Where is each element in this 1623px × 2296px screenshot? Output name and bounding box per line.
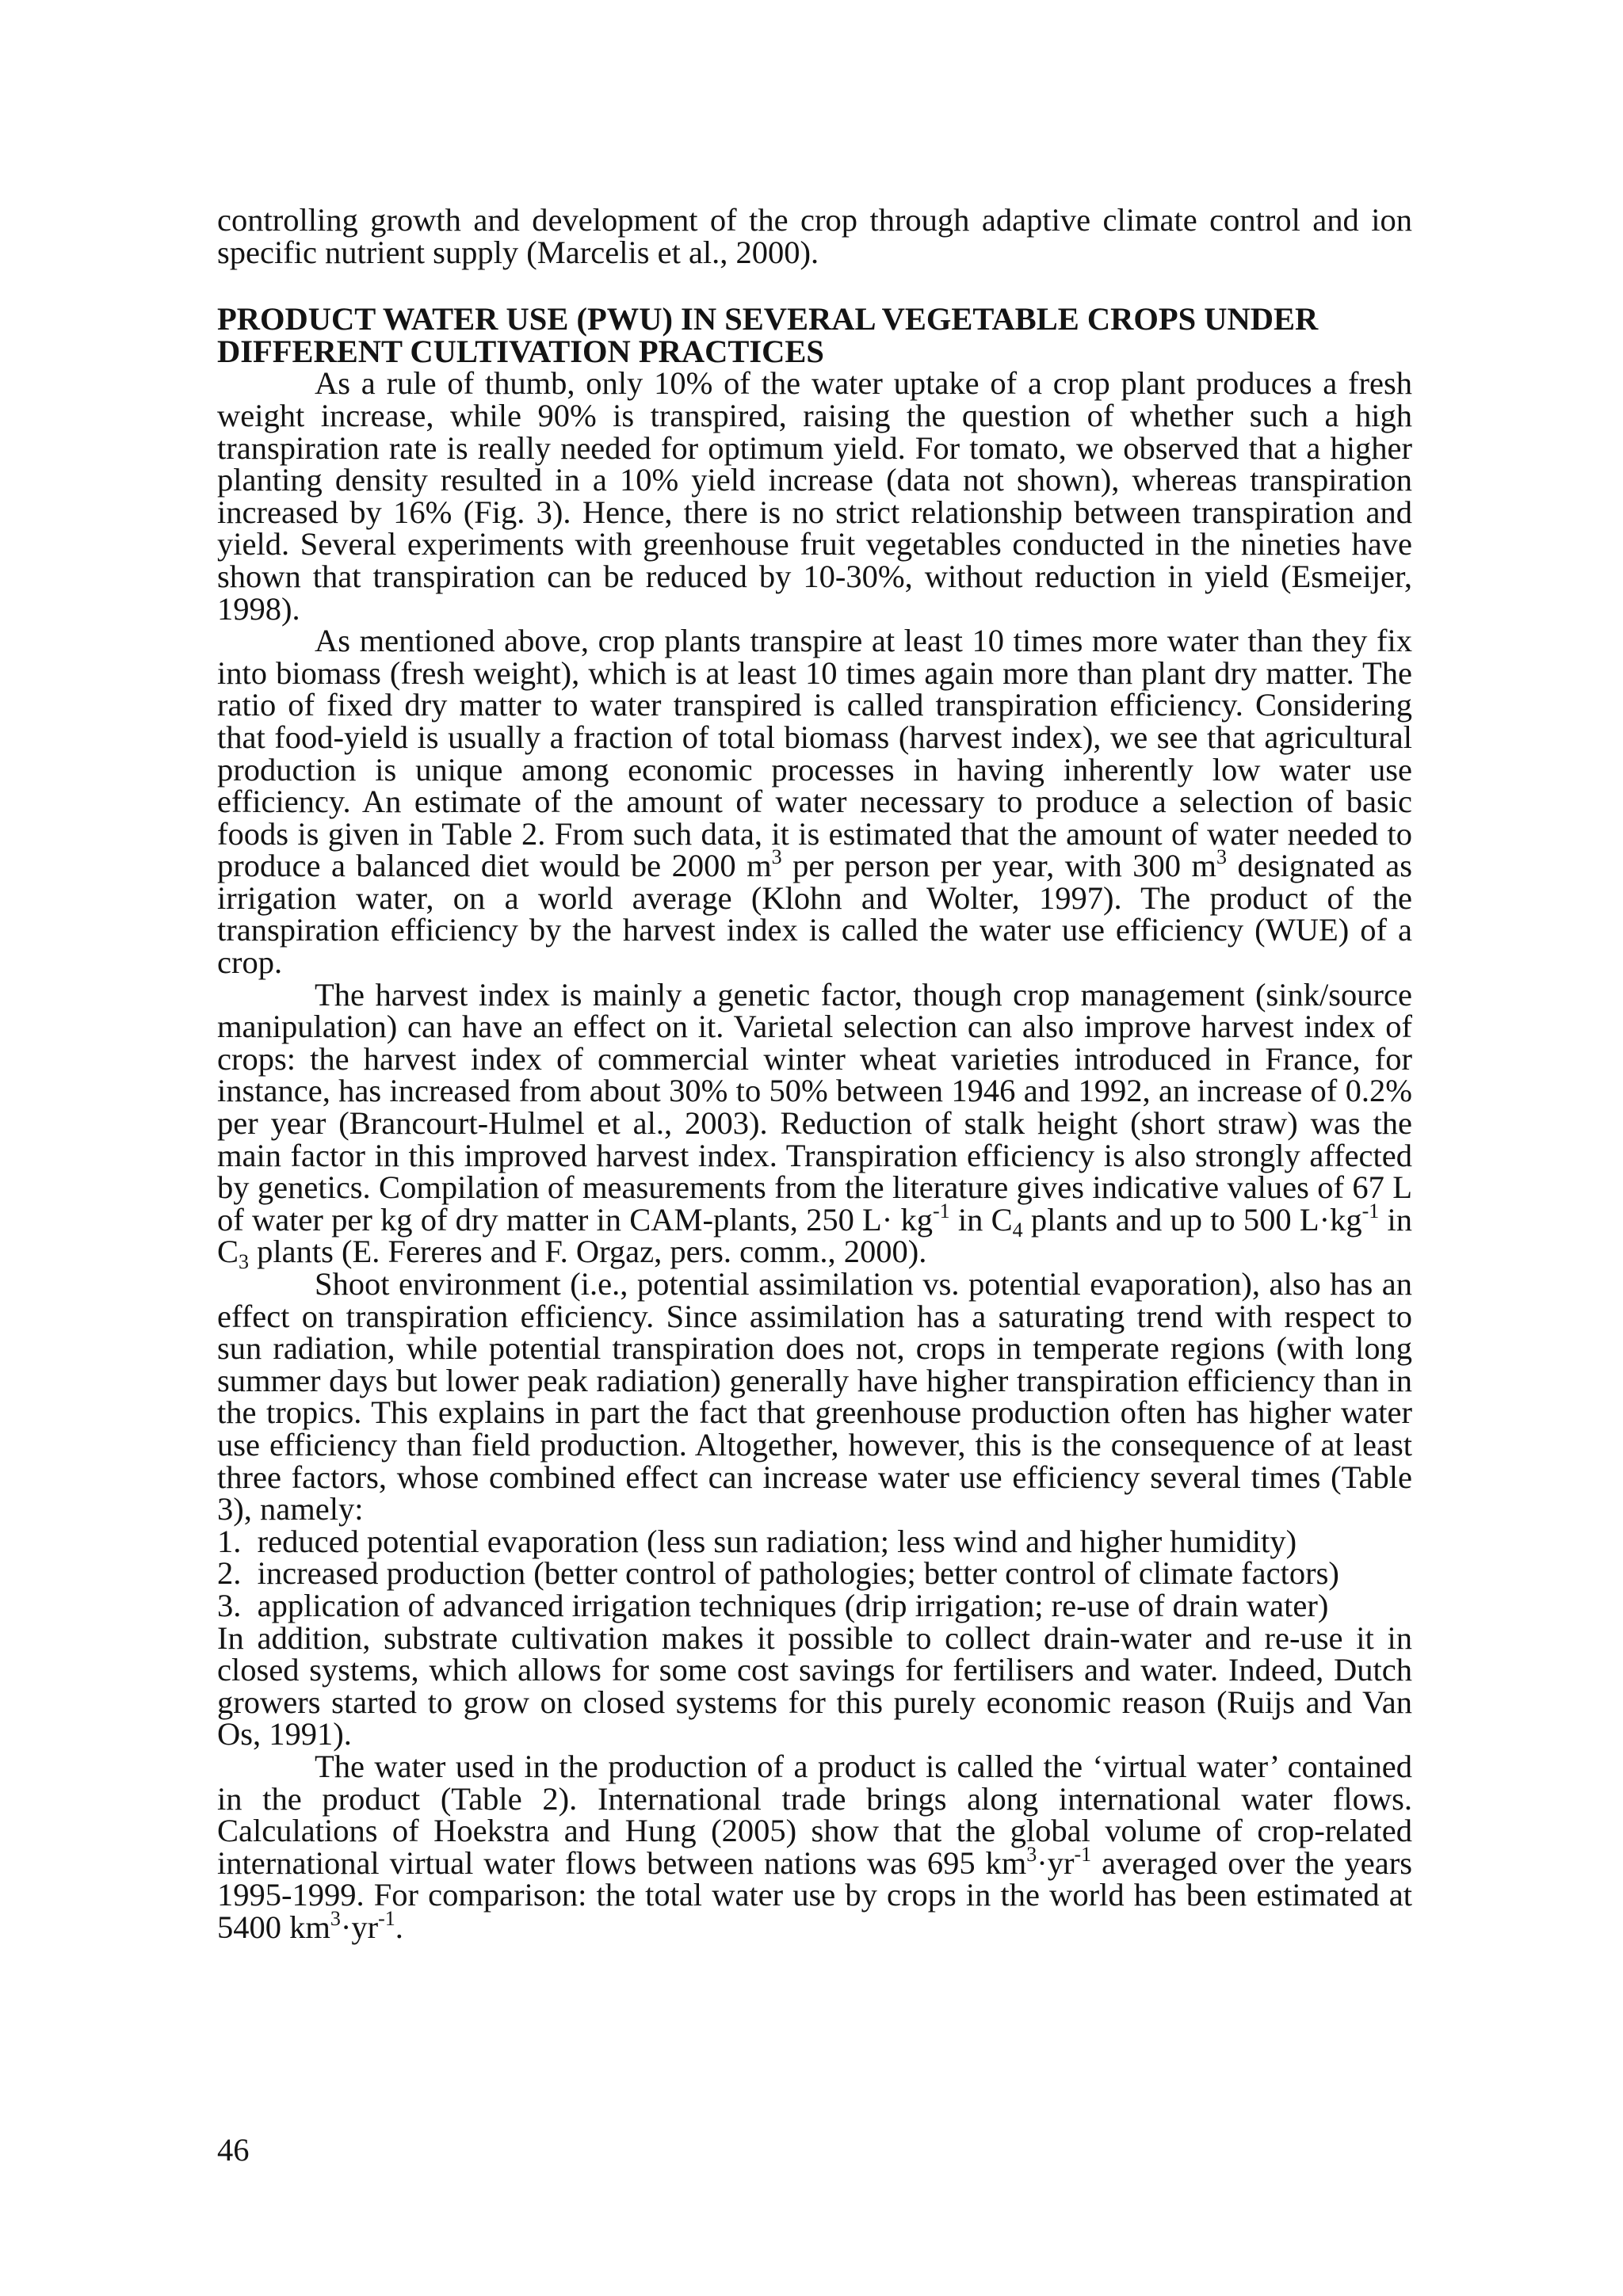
intro-paragraph: controlling growth and development of the crop through adaptive climate control and ion specific nutrient supply (Marcelis et al., 2000). — [217, 202, 1412, 270]
superscript: 3 — [1216, 845, 1228, 869]
body-paragraph-2 — [217, 625, 1412, 979]
body-paragraph-6 — [217, 1748, 1412, 1945]
text-run: plants and up to 500 L·kg — [1022, 1201, 1362, 1238]
list-item: 2. increased production (better control of pathologies; better control of climate factors) — [217, 1555, 1339, 1592]
body-paragraph-5: In addition, substrate cultivation makes it possible to collect drain-water and re-use it in closed systems, which allows for some cost savings for fertilisers and water. Indeed, Dutch growers started to grow on closed systems for this purely economic reason (Ruijs and Van Os, 1991). — [217, 1619, 1412, 1753]
superscript: -1 — [378, 1906, 395, 1930]
text-run: in C — [949, 1201, 1013, 1238]
body-paragraph-1: As a rule of thumb, only 10% of the water uptake of a crop plant produces a fresh weight increase, while 90% is transpired, raising the question of whether such a high transpiration rate is really needed for optimum yield. For tomato, we observed that a higher planting density resulted in a 10% yield increase (data not shown), whereas transpiration increased by 16% (Fig. 3). Hence, there is no strict relationship between transpiration and yield. Several experiments with greenhouse fruit vegetables conducted in the nineties have shown that transpiration can be reduced by 10-30%, without reduction in yield (Esmeijer, 1998). — [217, 365, 1412, 627]
text-run: ·yr — [340, 1909, 379, 1945]
body-paragraph-3 — [217, 976, 1412, 1274]
superscript: 3 — [771, 845, 782, 869]
superscript: 3 — [1026, 1842, 1037, 1866]
superscript: -1 — [1361, 1199, 1380, 1222]
text-run: The harvest index is mainly a genetic factor, though crop management (sink/source manipulation) can have an effect on it. Varietal selection can also improve harvest index of crops: the harvest index of commercial winter wheat varieties introduced in France, for instance, has increased from about 30% to 50% between 1946 and 1992, an increase of 0.2% per year (Brancourt-Hulmel et al., 2003). Reduction of stalk height (short straw) was the main factor in this improved harvest index. Transpiration efficiency is also strongly affected by genetics. Compilation of measurements from the literature gives indicative values of 67 L of water per kg of dry matter in CAM-plants, 250 L· kg — [217, 976, 1412, 1238]
subscript: 3 — [239, 1250, 250, 1274]
text-run: ·yr — [1037, 1844, 1075, 1881]
superscript: 3 — [330, 1906, 341, 1930]
text-run: . — [395, 1909, 403, 1945]
subscript: 4 — [1012, 1218, 1023, 1241]
body-paragraph-4: Shoot environment (i.e., potential assimilation vs. potential evaporation), also has an effect on transpiration efficiency. Since assimilation has a saturating trend with respect to sun radiation, while potential transpiration does not, crops in temperate regions (with long summer days but lower peak radiation) generally have higher transpiration efficiency than in the tropics. This explains in part the fact that greenhouse production often has higher water use efficiency than field production. Altogether, however, this is the consequence of at least three factors, whose combined effect can increase water use efficiency several times (Table 3), namely: — [217, 1266, 1412, 1527]
text-run: The water used in the production of a product is called the ‘virtual water’ contained in the product (Table 2). International trade brings along international water flows. Calculations of Hoekstra and Hung (2005) show that the global volume of crop-related international virtual water flows between nations was 695 km — [217, 1748, 1412, 1881]
text-run: per person per year, with 300 m — [781, 848, 1217, 884]
list-item: 3. application of advanced irrigation techniques (drip irrigation; re-use of drain water) — [217, 1587, 1329, 1623]
page-body — [217, 204, 1412, 1943]
numbered-list — [217, 1523, 1412, 1623]
text-run: averaged over the years 1995-1999. For comparison: the total water use by crops in the world has been estimated at 5400 km — [217, 1844, 1412, 1945]
section-spacer — [217, 269, 1412, 303]
list-item: 1. reduced potential evaporation (less sun radiation; less wind and higher humidity) — [217, 1523, 1297, 1559]
text-run: in C — [217, 1201, 1412, 1270]
page-number: 46 — [217, 2132, 250, 2168]
superscript: -1 — [933, 1199, 950, 1222]
text-run: designated as irrigation water, on a world average (Klohn and Wolter, 1997). The product of the transpiration efficiency by the harvest index is called the water use efficiency (WUE) of a crop. — [217, 848, 1412, 981]
text-run: As mentioned above, crop plants transpire at least 10 times more water than they fix into biomass (fresh weight), which is at least 10 times again more than plant dry matter. The ratio of fixed dry matter to water transpired is called transpiration efficiency. Considering that food-yield is usually a fraction of total biomass (harvest index), we see that agricultural production is unique among economic processes in having inherently low water use efficiency. An estimate of the amount of water necessary to produce a selection of basic foods is given in Table 2. From such data, it is estimated that the amount of water needed to produce a balanced diet would be 2000 m — [217, 623, 1412, 884]
superscript: -1 — [1074, 1842, 1092, 1866]
section-heading: PRODUCT WATER USE (PWU) IN SEVERAL VEGETABLE CROPS UNDER DIFFERENT CULTIVATION PRACTICES — [217, 301, 1319, 369]
text-run: plants (E. Fereres and F. Orgaz, pers. comm., 2000). — [249, 1234, 927, 1270]
